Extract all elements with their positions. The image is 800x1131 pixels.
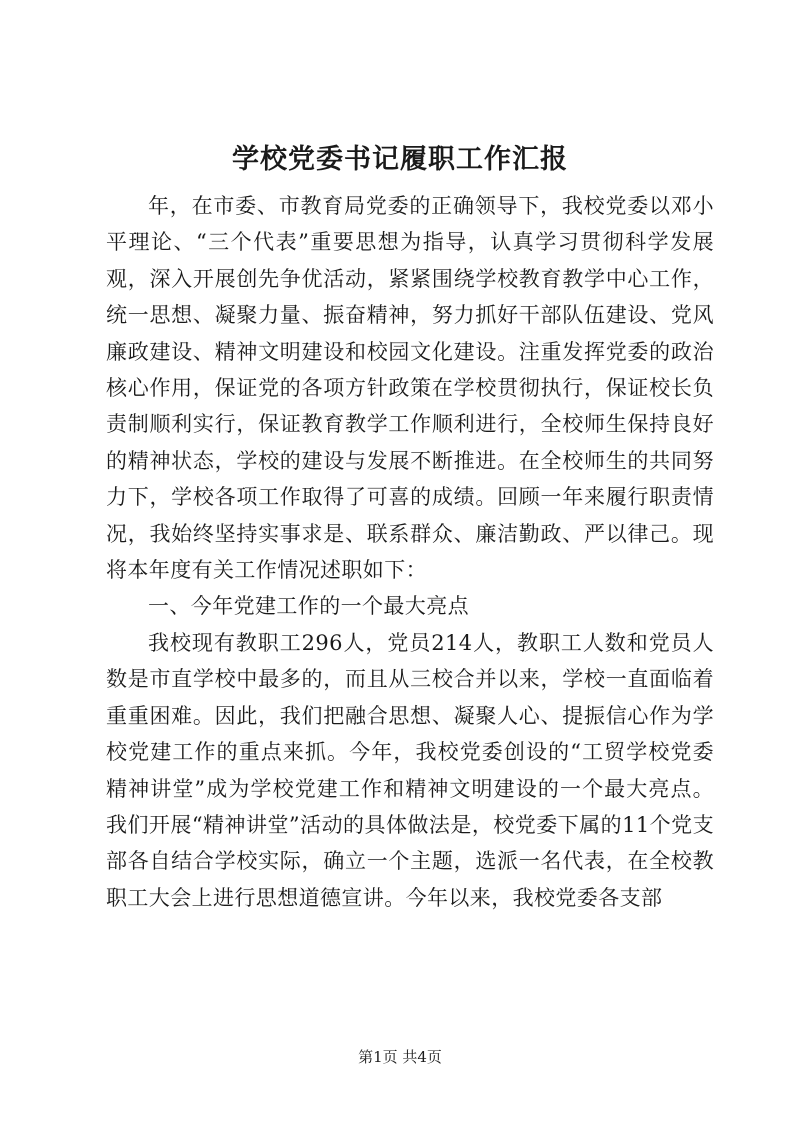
section-heading: 一、今年党建工作的一个最大亮点 [148,594,469,619]
paragraph-section-one: 我校现有教职工296人，党员214人，教职工人数和党员人数是市直学校中最多的，而且从三校合并以来，学校一直面临着重重困难。因此，我们把融合思想、凝聚人心、提振信心作为学校党建工作的重点来抓。今年，我校党委创设的“工贸学校党委精神讲堂”成为学校党建工作和精神文明建设的一个最大亮点。我们开展“精神讲堂”活动的具体做法是，校党委下属的11个党支部各自结合学校实际，确立一个主题，选派一名代表，在全校教职工大会上进行思想道德宣讲。今年以来，我校党委各支部 [106,630,714,910]
page-footer: 第1页 共4页 [358,1048,442,1066]
document-title: 学校党委书记履职工作汇报 [232,144,568,175]
document-body [106,188,714,916]
paragraph-intro: 年，在市委、市教育局党委的正确领导下，我校党委以邓小平理论、“三个代表”重要思想为指导，认真学习贯彻科学发展观，深入开展创先争优活动，紧紧围绕学校教育教学中心工作，统一思想、凝聚力量、振奋精神，努力抓好干部队伍建设、党风廉政建设、精神文明建设和校园文化建设。注重发挥党委的政治核心作用，保证党的各项方针政策在学校贯彻执行，保证校长负责制顺利实行，保证教育教学工作顺利进行，全校师生保持良好的精神状态，学校的建设与发展不断推进。在全校师生的共同努力下，学校各项工作取得了可喜的成绩。回顾一年来履行职责情况，我始终坚持实事求是、联系群众、廉洁勤政、严以律己。现将本年度有关工作情况述职如下： [106,194,714,583]
